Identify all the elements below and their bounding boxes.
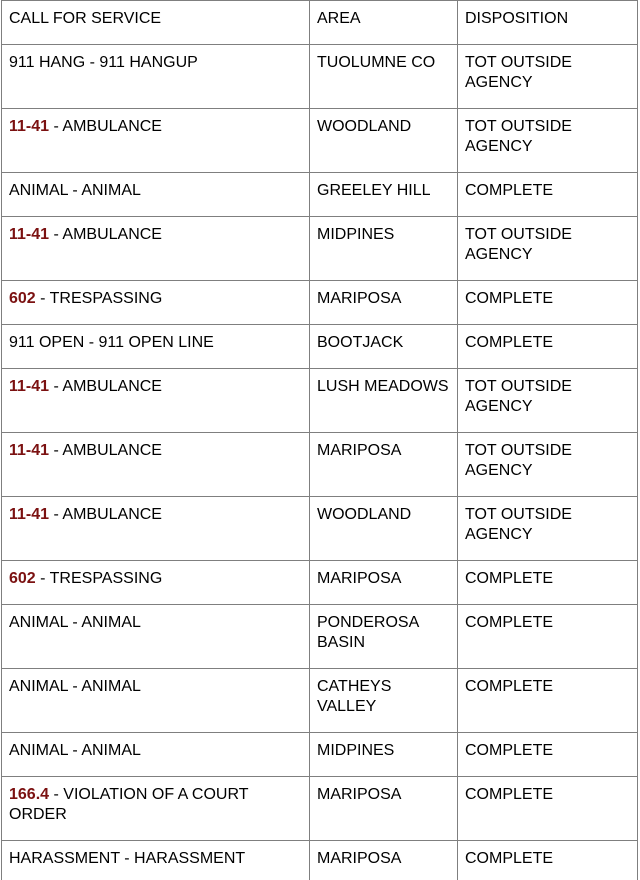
- disposition-cell: COMPLETE: [458, 841, 638, 880]
- call-description: 911 OPEN - 911 OPEN LINE: [9, 334, 214, 351]
- call-description: VIOLATION OF A COURT ORDER: [9, 786, 249, 823]
- table-row: [2, 369, 638, 433]
- call-code-separator: -: [49, 226, 63, 243]
- call-code-separator: -: [49, 506, 63, 523]
- call-for-service-cell: [2, 173, 310, 217]
- call-for-service-cell: [2, 281, 310, 325]
- table-row: [2, 733, 638, 777]
- call-for-service-cell: [2, 561, 310, 605]
- area-cell: MARIPOSA: [310, 841, 458, 880]
- disposition-cell: COMPLETE: [458, 561, 638, 605]
- disposition-cell: TOT OUTSIDE AGENCY: [458, 217, 638, 281]
- call-code-separator: -: [49, 118, 63, 135]
- table-row: [2, 669, 638, 733]
- call-description: AMBULANCE: [62, 226, 162, 243]
- call-description: ANIMAL - ANIMAL: [9, 742, 141, 759]
- area-cell: LUSH MEADOWS: [310, 369, 458, 433]
- header-disposition: DISPOSITION: [458, 1, 638, 45]
- call-code: 166.4: [9, 786, 50, 803]
- call-description: HARASSMENT - HARASSMENT: [9, 850, 246, 867]
- call-for-service-cell: [2, 45, 310, 109]
- table-row: [2, 561, 638, 605]
- call-description: ANIMAL - ANIMAL: [9, 678, 141, 695]
- call-code-separator: -: [35, 290, 50, 307]
- disposition-cell: COMPLETE: [458, 733, 638, 777]
- table-row: [2, 281, 638, 325]
- header-row: [2, 1, 638, 45]
- call-description: AMBULANCE: [62, 442, 162, 459]
- disposition-cell: TOT OUTSIDE AGENCY: [458, 45, 638, 109]
- call-description: TRESPASSING: [49, 570, 163, 587]
- call-code: 11-41: [9, 506, 50, 523]
- table-row: [2, 841, 638, 880]
- call-code-separator: -: [35, 570, 50, 587]
- call-for-service-cell: [2, 777, 310, 841]
- disposition-cell: COMPLETE: [458, 173, 638, 217]
- table-row: [2, 605, 638, 669]
- disposition-cell: COMPLETE: [458, 777, 638, 841]
- call-code-separator: -: [49, 378, 63, 395]
- disposition-cell: COMPLETE: [458, 605, 638, 669]
- table-row: [2, 217, 638, 281]
- call-log-table: [1, 0, 638, 880]
- disposition-cell: COMPLETE: [458, 325, 638, 369]
- header-call-for-service: CALL FOR SERVICE: [2, 1, 310, 45]
- call-description: AMBULANCE: [62, 118, 162, 135]
- area-cell: WOODLAND: [310, 109, 458, 173]
- disposition-cell: TOT OUTSIDE AGENCY: [458, 109, 638, 173]
- call-description: ANIMAL - ANIMAL: [9, 614, 141, 631]
- table-row: [2, 173, 638, 217]
- call-description: TRESPASSING: [49, 290, 163, 307]
- call-description: AMBULANCE: [62, 378, 162, 395]
- call-for-service-cell: [2, 109, 310, 173]
- call-for-service-cell: [2, 841, 310, 880]
- call-code-separator: -: [49, 786, 64, 803]
- call-for-service-cell: [2, 325, 310, 369]
- call-for-service-cell: [2, 433, 310, 497]
- call-code: 11-41: [9, 226, 50, 243]
- call-description: AMBULANCE: [62, 506, 162, 523]
- call-for-service-cell: [2, 733, 310, 777]
- call-description: 911 HANG - 911 HANGUP: [9, 54, 198, 71]
- table-row: [2, 109, 638, 173]
- call-code: 11-41: [9, 118, 50, 135]
- table-row: [2, 433, 638, 497]
- area-cell: WOODLAND: [310, 497, 458, 561]
- area-cell: MIDPINES: [310, 733, 458, 777]
- header-area: AREA: [310, 1, 458, 45]
- call-code: 11-41: [9, 378, 50, 395]
- table-body: [2, 45, 638, 880]
- call-for-service-cell: [2, 669, 310, 733]
- area-cell: CATHEYS VALLEY: [310, 669, 458, 733]
- area-cell: MARIPOSA: [310, 281, 458, 325]
- disposition-cell: TOT OUTSIDE AGENCY: [458, 369, 638, 433]
- table-row: [2, 777, 638, 841]
- table-row: [2, 325, 638, 369]
- disposition-cell: TOT OUTSIDE AGENCY: [458, 497, 638, 561]
- area-cell: MARIPOSA: [310, 777, 458, 841]
- call-for-service-cell: [2, 605, 310, 669]
- call-code: 11-41: [9, 442, 50, 459]
- area-cell: PONDEROSA BASIN: [310, 605, 458, 669]
- table-row: [2, 497, 638, 561]
- area-cell: TUOLUMNE CO: [310, 45, 458, 109]
- disposition-cell: COMPLETE: [458, 669, 638, 733]
- call-code: 602: [9, 570, 36, 587]
- call-for-service-cell: [2, 369, 310, 433]
- table-row: [2, 45, 638, 109]
- area-cell: MARIPOSA: [310, 561, 458, 605]
- area-cell: GREELEY HILL: [310, 173, 458, 217]
- call-for-service-cell: [2, 497, 310, 561]
- disposition-cell: TOT OUTSIDE AGENCY: [458, 433, 638, 497]
- call-code-separator: -: [49, 442, 63, 459]
- call-for-service-cell: [2, 217, 310, 281]
- area-cell: MIDPINES: [310, 217, 458, 281]
- area-cell: MARIPOSA: [310, 433, 458, 497]
- area-cell: BOOTJACK: [310, 325, 458, 369]
- call-description: ANIMAL - ANIMAL: [9, 182, 141, 199]
- disposition-cell: COMPLETE: [458, 281, 638, 325]
- call-code: 602: [9, 290, 36, 307]
